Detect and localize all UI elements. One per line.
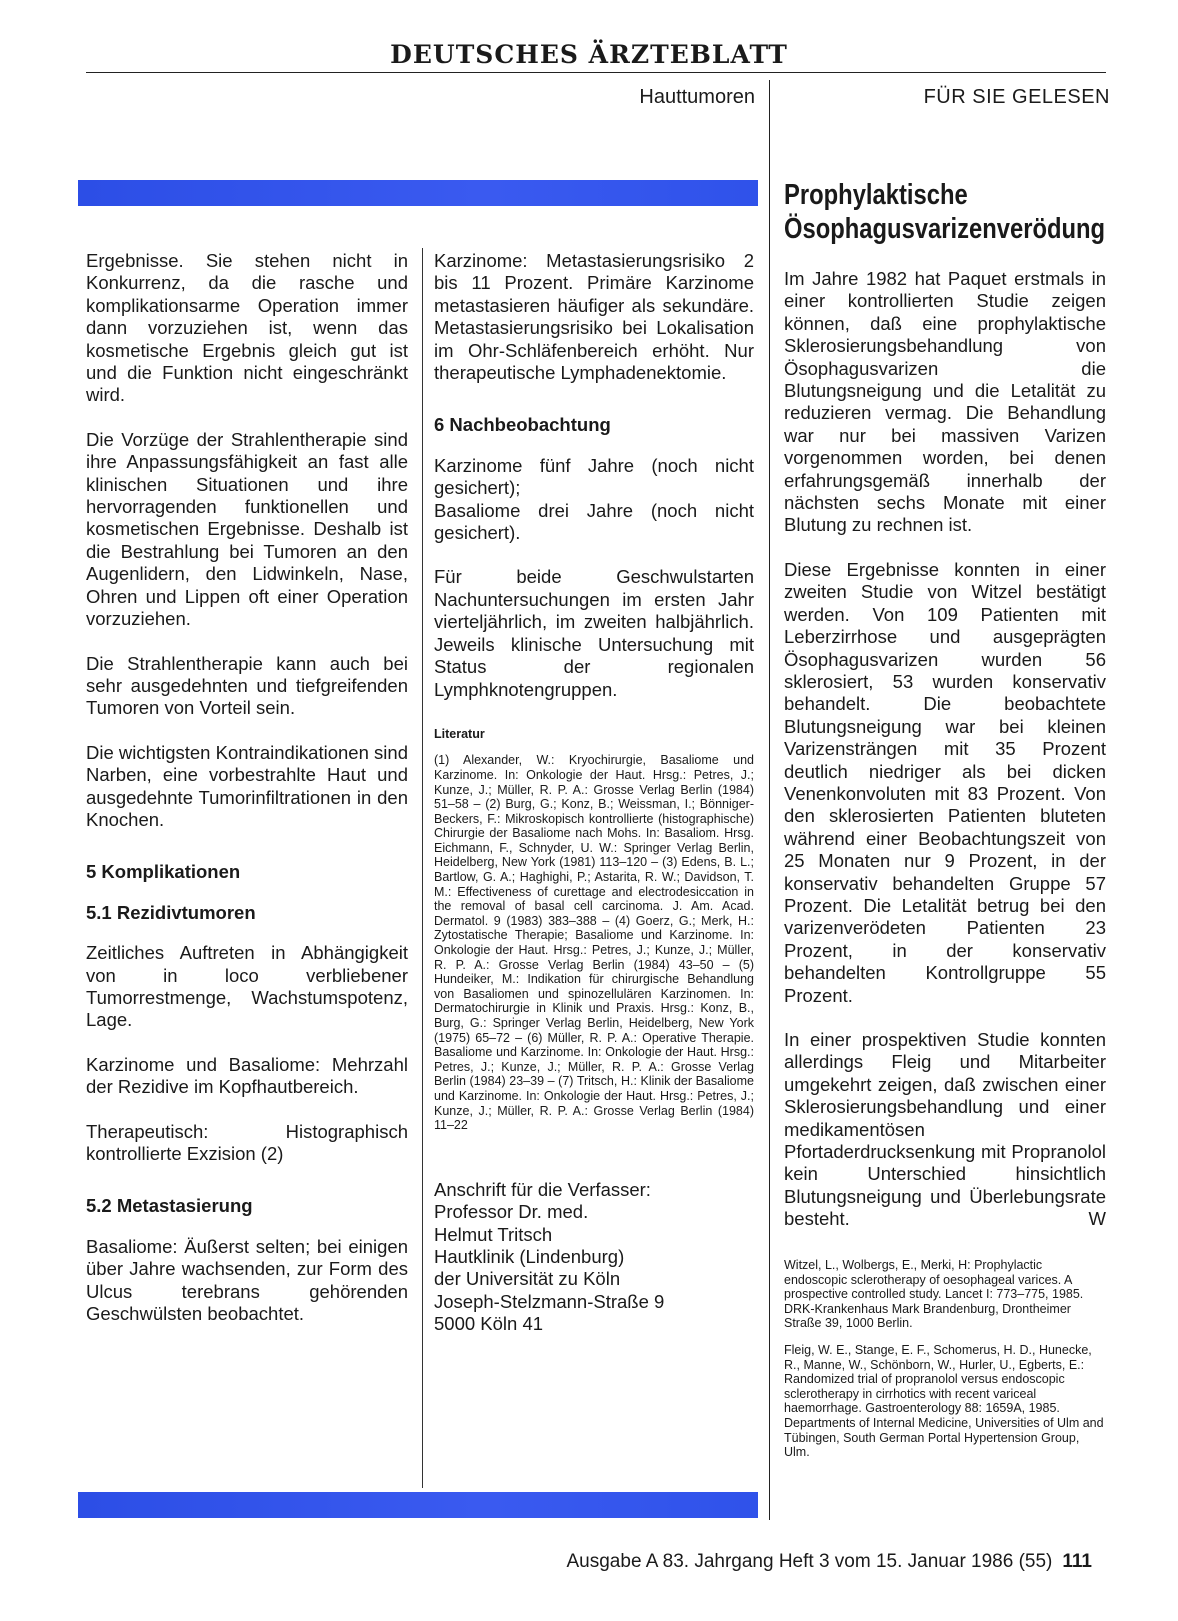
paragraph: Diese Ergebnisse konnten in einer zweiten Studie von Witzel bestätigt werden. Von 109 Patienten mit Leberzirrhose und ausgeprägten Ösophagusvarizen wurden 56 sklerosiert, 53 wurden konservativ behandelt. Die beobachtete Blutungsneigung war bei kleinen Varizensträngen mit 35 Prozent deutlich niedriger als bei dicken Venenkonvoluten mit 83 Prozent. Von den sklerosierten Patienten bluteten während einer Beobachtungszeit von 25 Monaten nur 9 Prozent, in der konservativ behandelten Gruppe 57 Prozent. Die Letalität betrug bei den varizenverödeten Patienten 23 Prozent, in der konservativ behandelten Kontrollgruppe 55 Prozent.: [784, 558, 1106, 1006]
section-label: Hauttumoren: [639, 86, 755, 108]
article-title: Prophylaktische Ösophagusvarizenverödung: [784, 179, 1106, 245]
literature-heading: Literatur: [434, 726, 485, 741]
paragraph: Für beide Geschwulstarten Nachuntersuchungen im ersten Jahr vierteljährlich, im zweiten halbjährlich. Jeweils klinische Untersuchung mit Status der regionalen Lymphknotengruppen.: [434, 566, 754, 700]
paragraph: Basaliome: Äußerst selten; bei einigen über Jahre wachsenden, zur Form des Ulcus terebrans gehörenden Geschwülsten beobachtet.: [86, 1235, 408, 1325]
reference: Fleig, W. E., Stange, E. F., Schomerus, H. D., Hunecke, R., Manne, W., Schönborn, W., Hurler, U., Egberts, E.: Randomized trial of propranolol versus endoscopic sclerotherapy in cirrhotics with recent variceal haemorrhage. Gastroenterology 88: 1659A, 1985.: [784, 1342, 1092, 1416]
author-address: [434, 1179, 754, 1336]
subsection-heading: 5.2 Metastasierung: [86, 1195, 253, 1217]
article-column-1: [86, 250, 408, 1347]
paragraph: [784, 1029, 1106, 1231]
paragraph: Karzinome: Metastasierungsrisiko 2 bis 11 Prozent. Primäre Karzinome metastasieren häufiger als sekundäre. Metastasierungsrisiko bei Lokalisation im Ohr-Schläfenbereich erhöht. Nur therapeutische Lymphadenektomie.: [434, 250, 754, 384]
address-line: Professor Dr. med.: [434, 1201, 589, 1223]
header-rule: [86, 72, 1106, 73]
end-mark: W: [1088, 1208, 1106, 1230]
paragraph: Basaliome drei Jahre (noch nicht gesichert).: [434, 499, 754, 544]
paragraph: Zeitliches Auftreten in Abhängigkeit von in loco verbliebener Tumorrestmenge, Wachstumspotenz, Lage.: [86, 942, 408, 1031]
paragraph-text: In einer prospektiven Studie konnten allerdings Fleig und Mitarbeiter umgekehrt zeigen, daß zwischen einer Sklerosierungsbehandlung und einer medikamentösen Pfortaderdrucksenkung mit Propranolol kein Unterschied hinsichtlich Blutungsneigung und Überlebungsrate besteht.: [784, 1029, 1106, 1230]
literature-list: (1) Alexander, W.: Kryochirurgie, Basaliome und Karzinome. In: Onkologie der Haut. Hrsg.: Petres, J.; Kunze, J.; Müller, R. P. A.: Grosse Verlag Berlin (1984) 51–58 – (2) Burg, G.; Konz, B.; Weissman, I.; Bönniger-Beckers, F.: Mikroskopisch kontrollierte (histographische) Chirurgie der Basaliome nach Mohs. In: Basaliom. Hrsg. Eichmann, F., Schnyder, U. W.: Springer Verlag Berlin, Heidelberg, New York (1981) 113–120 – (3) Edens, B. L.; Bartlow, G. A.; Haghighi, P.; Astarita, R. W.; Davidson, T. M.: Effectiveness of curettage and electrodesiccation in the removal of basal cell carcinoma. J. Am. Acad. Dermatol. 9 (1983) 383–388 – (4) Goerz, G.; Merk, H.: Zytostatische Therapie; Basaliome und Karzinome. In: Onkologie der Haut. Hrsg.: Petres, J.; Kunze, J.; Müller, R. P. A.: Grosse Verlag Berlin (1984) 43–50 – (5) Hundeiker, M.: Indikation für chirurgische Behandlung von Basaliomen und spinozellulären Karzinomen. In: Dermatochirurgie in Klinik und Praxis. Hrsg.: Konz, B., Burg, G.: Springer Verlag Berlin, Heidelberg, New York (1975) 65–72 – (6) Müller, R. P. A.: Operative Therapie. Basaliome und Karzinome. In: Onkologie der Haut. Hrsg.: Petres, J.; Kunze, J.; Müller, R. P. A.: Grosse Verlag Berlin (1984) 23–39 – (7) Tritsch, H.: Klinik der Basaliome und Karzinome. In: Onkologie der Haut. Hrsg.: Petres, J.; Kunze, J.; Müller, R. P. A.: Grosse Verlag Berlin (1984) 11–22: [434, 753, 754, 1133]
address-line: Anschrift für die Verfasser:: [434, 1178, 651, 1200]
paragraph: Die Vorzüge der Strahlentherapie sind ihre Anpassungsfähigkeit an fast alle klinischen Situationen und ihre hervorragenden funktionellen und kosmetischen Ergebnisse. Deshalb ist die Bestrahlung bei Tumoren an den Augenlidern, den Lidwinkeln, Nase, Ohren und Lippen oft einer Operation vorzuziehen.: [86, 428, 408, 630]
address-line: der Universität zu Köln: [434, 1268, 621, 1290]
page-number: 111: [1062, 1551, 1092, 1572]
paragraph: Im Jahre 1982 hat Paquet erstmals in einer kontrollierten Studie zeigen können, daß eine prophylaktische Sklerosierungsbehandlung von Ösophagusvarizen die Blutungsneigung und die Letalität zu reduzieren vermag. Die Behandlung war nur bei massiven Varizen vorgenommen worden, bei denen erfahrungsgemäß innerhalb der nächsten sechs Monate mit einer Blutung zu rechnen ist.: [784, 268, 1106, 536]
article-column-2: [434, 250, 754, 1336]
paragraph: Die Strahlentherapie kann auch bei sehr ausgedehnten und tiefgreifenden Tumoren von Vorteil sein.: [86, 652, 408, 719]
paragraph: Karzinome fünf Jahre (noch nicht gesichert);: [434, 454, 754, 499]
address-line: Joseph-Stelzmann-Straße 9: [434, 1290, 665, 1312]
page-footer: [0, 1551, 1092, 1573]
address-line: Helmut Tritsch: [434, 1223, 553, 1245]
paragraph: Karzinome und Basaliome: Mehrzahl der Rezidive im Kopfhautbereich.: [86, 1053, 408, 1098]
reference: Witzel, L., Wolbergs, E., Merki, H: Prophylactic endoscopic sclerotherapy of oesophageal varices. A prospective controlled study. Lancet I: 773–775, 1985.: [784, 1258, 1084, 1302]
address-line: Hautklinik (Lindenburg): [434, 1245, 625, 1267]
issue-info: Ausgabe A 83. Jahrgang Heft 3 vom 15. Januar 1986 (55): [566, 1551, 1053, 1572]
article-column-3: [784, 178, 1106, 1253]
scan-band-bottom: [78, 1492, 758, 1518]
paragraph: Ergebnisse. Sie stehen nicht in Konkurrenz, da die rasche und komplikationsarme Operation immer dann vorzuziehen ist, wenn das kosmetische Ergebnis gleich gut ist und die Funktion nicht eingeschränkt wird.: [86, 250, 408, 406]
column-divider-right: [769, 80, 770, 1520]
reference-address: Departments of Internal Medicine, Universities of Ulm and Tübingen, South German Portal Hypertension Group, Ulm.: [784, 1415, 1104, 1460]
paragraph: Therapeutisch: Histographisch kontrollierte Exzision (2): [86, 1120, 408, 1164]
subsection-heading: 5.1 Rezidivtumoren: [86, 901, 256, 923]
reference-address: DRK-Krankenhaus Mark Brandenburg, Drontheimer Straße 39, 1000 Berlin.: [784, 1301, 1071, 1331]
address-line: 5000 Köln 41: [434, 1313, 544, 1335]
scan-band-top: [78, 180, 758, 206]
masthead: DEUTSCHES ÄRZTEBLATT: [390, 40, 788, 69]
column-divider-left: [422, 248, 423, 1488]
section-heading: 5 Komplikationen: [86, 861, 241, 883]
paragraph: Die wichtigsten Kontraindikationen sind Narben, eine vorbestrahlte Haut und ausgedehnte Tumorinfiltrationen in den Knochen.: [86, 741, 408, 830]
rubric-label: FÜR SIE GELESEN: [923, 86, 1110, 108]
reference-block: [784, 1258, 1106, 1466]
section-heading: 6 Nachbeobachtung: [434, 414, 611, 436]
